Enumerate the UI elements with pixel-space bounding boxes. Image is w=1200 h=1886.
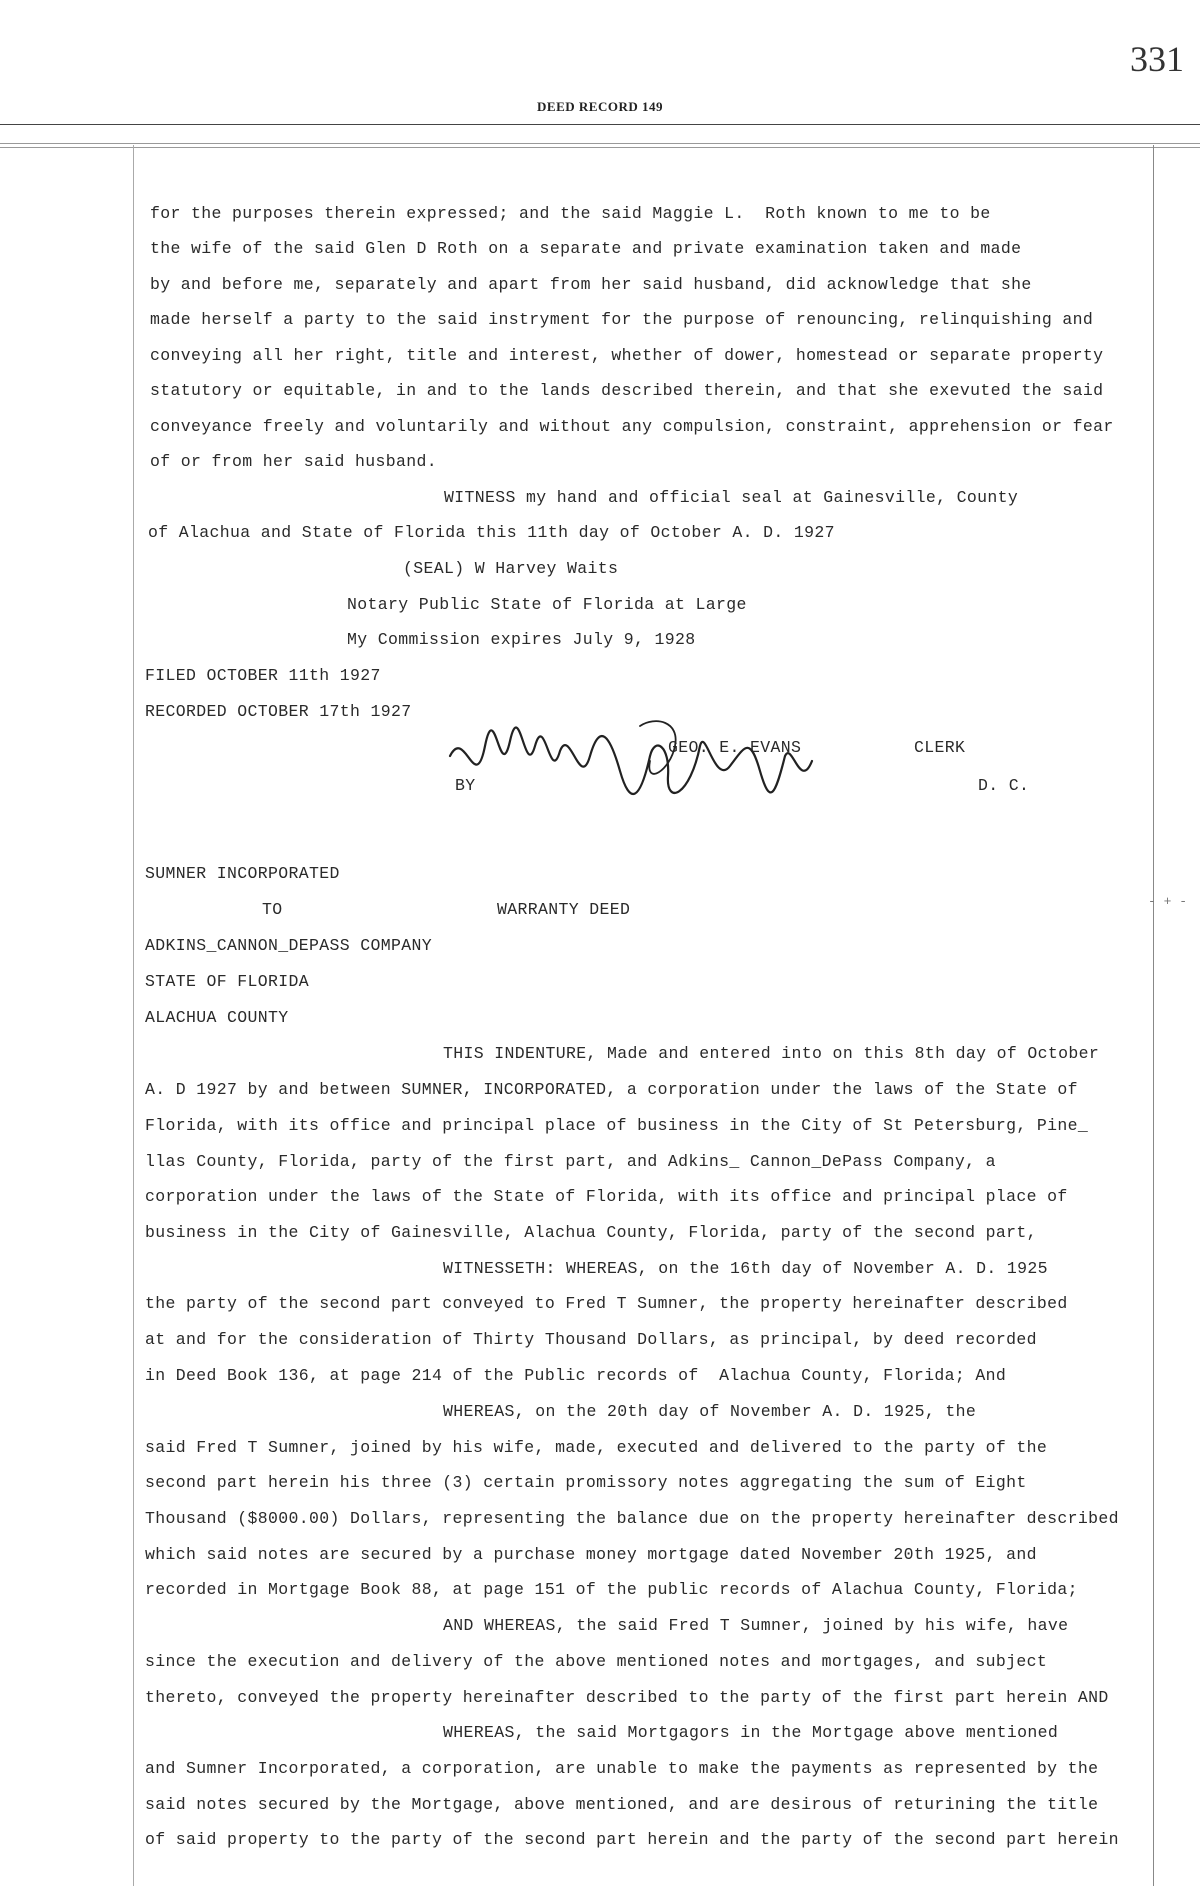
text-line: second part herein his three (3) certain promissory notes aggregating the sum of Eight xyxy=(145,1473,1027,1492)
text-line: of said property to the party of the second part herein and the party of the second part herein xyxy=(145,1830,1119,1849)
text-line: THIS INDENTURE, Made and entered into on this 8th day of October xyxy=(443,1044,1100,1063)
right-margin-line xyxy=(1153,145,1154,1886)
text-line: thereto, conveyed the property hereinafter described to the party of the first part herein AND xyxy=(145,1688,1109,1707)
text-line: A. D 1927 by and between SUMNER, INCORPORATED, a corporation under the laws of the State of xyxy=(145,1080,1078,1099)
text-line: conveying all her right, title and interest, whether of dower, homestead or separate property xyxy=(150,346,1104,365)
text-line: said Fred T Sumner, joined by his wife, made, executed and delivered to the party of the xyxy=(145,1438,1048,1457)
deed-type: WARRANTY DEED xyxy=(497,900,631,919)
text-line: of or from her said husband. xyxy=(150,452,438,471)
text-line: Florida, with its office and principal place of business in the City of St Petersburg, Pine_ xyxy=(145,1116,1089,1135)
text-line: conveyance freely and voluntarily and without any compulsion, constraint, apprehension or fear xyxy=(150,417,1114,436)
caption-to: TO xyxy=(262,900,283,919)
text-line: for the purposes therein expressed; and the said Maggie L. Roth known to me to be xyxy=(150,204,991,223)
text-line: business in the City of Gainesville, Alachua County, Florida, party of the second part, xyxy=(145,1223,1037,1242)
text-line: statutory or equitable, in and to the lands described therein, and that she exevuted the said xyxy=(150,381,1104,400)
witness-line: WITNESS my hand and official seal at Gainesville, County xyxy=(444,488,1019,507)
text-line: since the execution and delivery of the above mentioned notes and mortgages, and subject xyxy=(145,1652,1048,1671)
margin-mark: - + - xyxy=(1148,894,1188,909)
text-line: said notes secured by the Mortgage, above mentioned, and are desirous of returining the title xyxy=(145,1795,1099,1814)
clerk-title: CLERK xyxy=(914,738,966,757)
venue-county: ALACHUA COUNTY xyxy=(145,1008,289,1027)
running-head: DEED RECORD 149 xyxy=(537,99,663,114)
filed-date: FILED OCTOBER 11th 1927 xyxy=(145,666,381,685)
witness-line: of Alachua and State of Florida this 11th day of October A. D. 1927 xyxy=(148,523,835,542)
text-line: recorded in Mortgage Book 88, at page 151 of the public records of Alachua County, Florida; xyxy=(145,1580,1078,1599)
notary-title: Notary Public State of Florida at Large xyxy=(347,595,747,614)
page-number: 331 xyxy=(1130,39,1184,79)
clerk-name: GEO. E. EVANS xyxy=(668,738,802,757)
double-rule-top xyxy=(0,143,1200,144)
left-margin-line xyxy=(133,145,134,1886)
text-line: and Sumner Incorporated, a corporation, are unable to make the payments as represented by the xyxy=(145,1759,1099,1778)
header-rule xyxy=(0,124,1200,125)
text-line: AND WHEREAS, the said Fred T Sumner, joined by his wife, have xyxy=(443,1616,1069,1635)
text-line: llas County, Florida, party of the first part, and Adkins_ Cannon_DePass Company, a xyxy=(145,1152,996,1171)
venue-state: STATE OF FLORIDA xyxy=(145,972,310,991)
deputy-clerk-label: D. C. xyxy=(978,776,1030,795)
text-line: corporation under the laws of the State of Florida, with its office and principal place of xyxy=(145,1187,1068,1206)
text-line: Thousand ($8000.00) Dollars, representing the balance due on the property hereinafter described xyxy=(145,1509,1119,1528)
grantor-name: SUMNER INCORPORATED xyxy=(145,864,340,883)
text-line: the party of the second part conveyed to Fred T Sumner, the property hereinafter described xyxy=(145,1294,1068,1313)
notary-seal-signature: (SEAL) W Harvey Waits xyxy=(403,559,619,578)
notary-commission: My Commission expires July 9, 1928 xyxy=(347,630,696,649)
text-line: WITNESSETH: WHEREAS, on the 16th day of November A. D. 1925 xyxy=(443,1259,1048,1278)
grantee-name: ADKINS_CANNON_DEPASS COMPANY xyxy=(145,936,433,955)
text-line: in Deed Book 136, at page 214 of the Public records of Alachua County, Florida; And xyxy=(145,1366,1007,1385)
text-line: WHEREAS, the said Mortgagors in the Mortgage above mentioned xyxy=(443,1723,1059,1742)
text-line: WHEREAS, on the 20th day of November A. D. 1925, the xyxy=(443,1402,977,1421)
text-line: which said notes are secured by a purchase money mortgage dated November 20th 1925, and xyxy=(145,1545,1037,1564)
by-label: BY xyxy=(455,776,476,795)
double-rule-bottom xyxy=(0,147,1200,148)
recorded-date: RECORDED OCTOBER 17th 1927 xyxy=(145,702,412,721)
text-line: at and for the consideration of Thirty Thousand Dollars, as principal, by deed recorded xyxy=(145,1330,1037,1349)
text-line: by and before me, separately and apart from her said husband, did acknowledge that she xyxy=(150,275,1032,294)
text-line: made herself a party to the said instryment for the purpose of renouncing, relinquishing and xyxy=(150,310,1094,329)
deputy-clerk-signature xyxy=(440,716,840,816)
text-line: the wife of the said Glen D Roth on a separate and private examination taken and made xyxy=(150,239,1022,258)
